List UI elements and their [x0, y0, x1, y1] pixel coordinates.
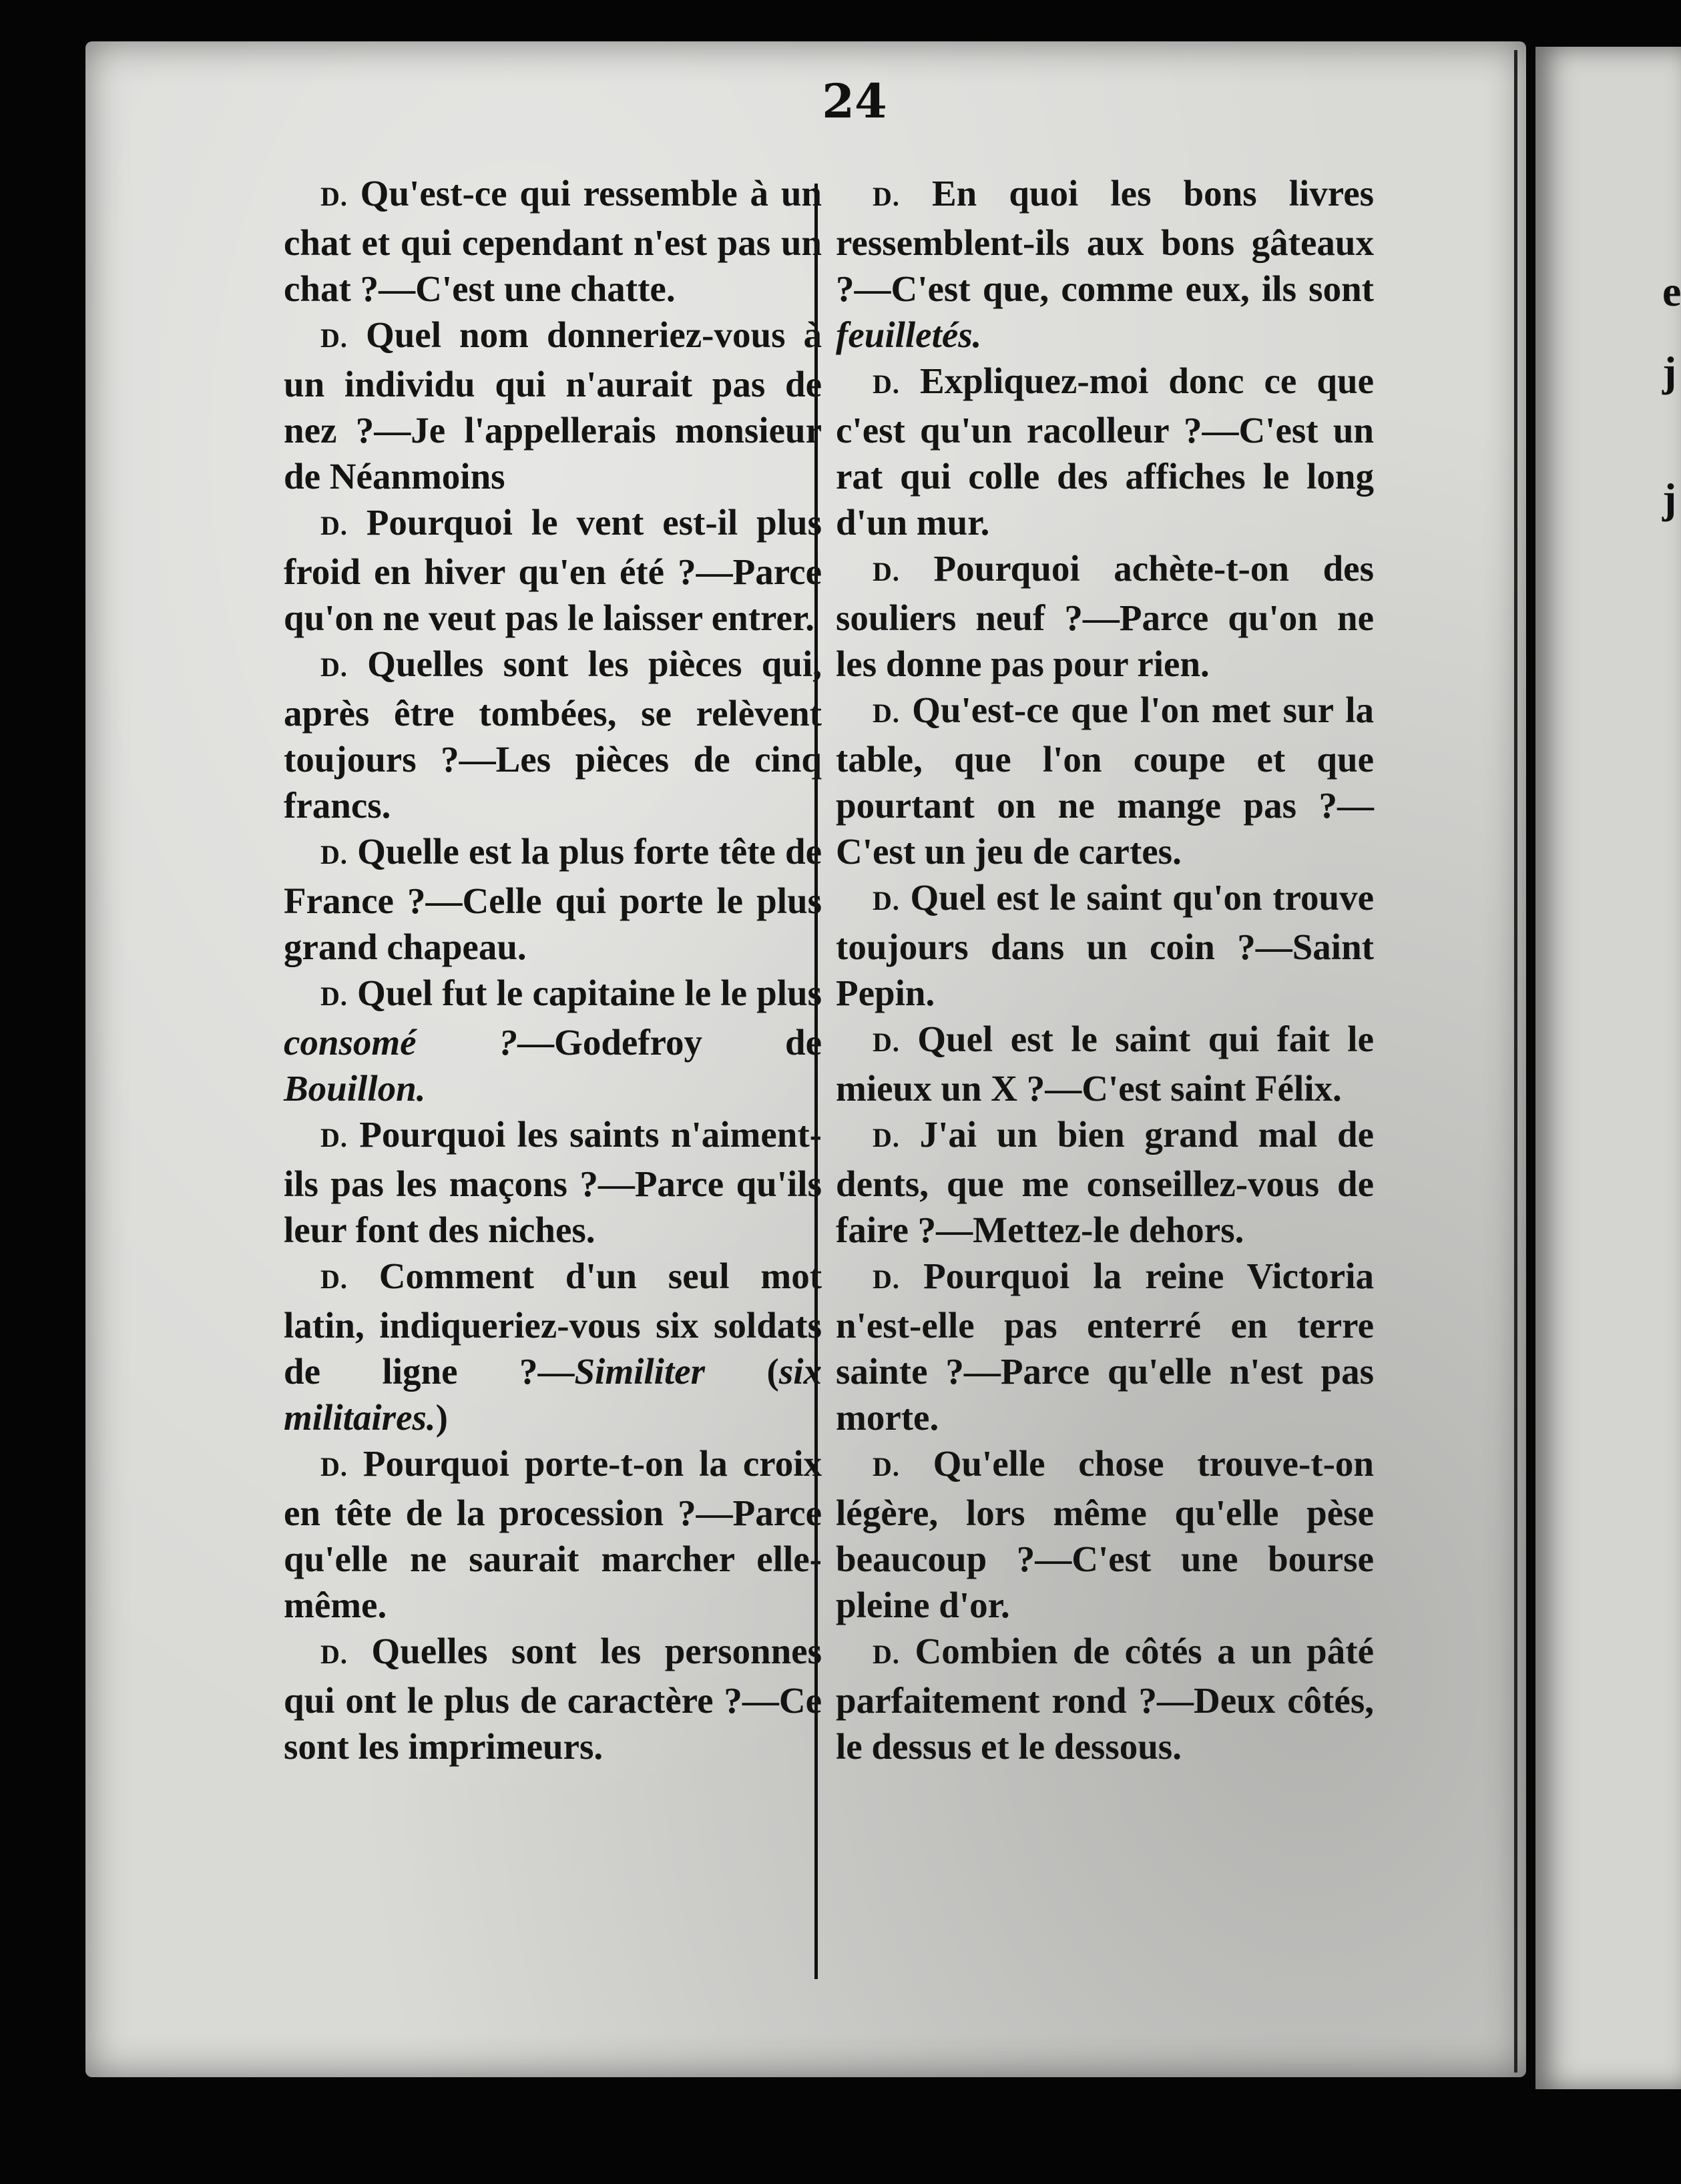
question-marker: D.	[873, 1452, 900, 1482]
italic-text: Bouillon.	[284, 1068, 426, 1109]
question-marker: D.	[320, 840, 348, 870]
riddle-entry	[284, 828, 822, 970]
entry-text: Qu'est-ce qui ressemble à un chat et qui cependant n'est pas un chat ?—C'est une chatte.	[284, 173, 822, 309]
entry-text: Pourquoi la reine Victoria n'est-elle pas enterré en terre sainte ?—Parce qu'elle n'est pas morte.	[836, 1256, 1375, 1438]
italic-text: consomé ?	[284, 1022, 518, 1063]
entry-text: (	[705, 1351, 779, 1392]
italic-text: feuilletés.	[836, 314, 982, 355]
entry-text: Pourquoi achète-t-on des souliers neuf ?—Parce qu'on ne les donne pas pour rien.	[836, 548, 1374, 684]
riddle-entry	[836, 1628, 1374, 1769]
riddle-entry	[836, 545, 1374, 687]
entry-text: —Godefroy de	[517, 1022, 822, 1063]
riddle-entry	[836, 1440, 1374, 1628]
entry-text: Quel nom donneriez-vous à un individu qui n'aurait pas de nez ?—Je l'appellerais monsieur de Néanmoins	[284, 314, 822, 497]
question-marker: D.	[320, 323, 348, 353]
riddle-entry	[284, 312, 822, 499]
entry-text: Quel est le saint qui fait le mieux un X ?—C'est saint Félix.	[836, 1019, 1374, 1109]
question-marker: D.	[873, 557, 900, 587]
question-marker: D.	[873, 1027, 900, 1057]
riddle-entry	[284, 641, 822, 828]
facing-page-strip	[1535, 47, 1681, 2089]
entry-text: Pourquoi porte-t-on la croix en tête de la procession ?—Parce qu'elle ne saurait marcher elle-même.	[284, 1443, 822, 1625]
riddle-entry	[284, 170, 822, 312]
facing-page-fragment: j	[1662, 475, 1677, 522]
question-marker: D.	[873, 1639, 900, 1669]
left-column	[284, 170, 822, 1769]
entry-text: Qu'est-ce que l'on met sur la table, que l'on coupe et que pourtant on ne mange pas ?—C'est un jeu de cartes.	[836, 690, 1374, 872]
question-marker: D.	[320, 511, 348, 541]
italic-text: Similiter	[574, 1351, 706, 1392]
entry-text: Quelles sont les pièces qui, après être tombées, se relèvent toujours ?—Les pièces de cinq francs.	[284, 643, 822, 826]
entry-text: Pourquoi le vent est-il plus froid en hiver qu'en été ?—Parce qu'on ne veut pas le laisser entrer.	[284, 502, 822, 638]
riddle-entry	[284, 1628, 822, 1769]
entry-text: Comment d'un seul mot latin, indiqueriez-vous six soldats de ligne ?—	[284, 1256, 822, 1392]
riddle-entry	[836, 358, 1374, 545]
page-number: 24	[822, 73, 887, 129]
riddle-entry	[284, 970, 822, 1111]
facing-page-fragment: j	[1662, 348, 1677, 395]
entry-text: Qu'elle chose trouve-t-on légère, lors même qu'elle pèse beaucoup ?—C'est une bourse pleine d'or.	[836, 1443, 1375, 1625]
entry-text: Quel fut le capitaine le le plus	[357, 973, 822, 1013]
page-edge-shadow	[1514, 50, 1517, 2073]
question-marker: D.	[320, 1123, 348, 1153]
question-marker: D.	[873, 1264, 900, 1294]
riddle-entry	[284, 1253, 822, 1440]
entry-text: Quelles sont les personnes qui ont le plus de caractère ?—Ce sont les imprimeurs.	[284, 1631, 822, 1767]
riddle-entry	[836, 170, 1374, 358]
question-marker: D.	[873, 698, 900, 728]
question-marker: D.	[873, 1123, 900, 1153]
entry-text: )	[435, 1397, 448, 1438]
question-marker: D.	[320, 1264, 348, 1294]
riddle-entry	[836, 687, 1374, 874]
riddle-entry	[284, 499, 822, 641]
question-marker: D.	[320, 1639, 348, 1669]
entry-text: Combien de côtés a un pâté parfaitement rond ?—Deux côtés, le dessus et le dessous.	[836, 1631, 1374, 1767]
right-column	[836, 170, 1374, 1769]
entry-text: J'ai un bien grand mal de dents, que me conseillez-vous de faire ?—Mettez-le dehors.	[836, 1114, 1374, 1250]
entry-text: Quel est le saint qu'on trouve toujours dans un coin ?—Saint Pepin.	[836, 877, 1374, 1013]
question-marker: D.	[320, 1452, 348, 1482]
italic-text: six militaires.	[284, 1351, 822, 1438]
entry-text: Quelle est la plus forte tête de France ?—Celle qui porte le plus grand chapeau.	[284, 831, 822, 967]
riddle-entry	[836, 874, 1374, 1016]
riddle-entry	[836, 1253, 1374, 1440]
facing-page-fragment: e	[1662, 268, 1681, 315]
riddle-entry	[284, 1440, 822, 1628]
question-marker: D.	[320, 981, 348, 1011]
question-marker: D.	[873, 369, 900, 399]
riddle-entry	[836, 1111, 1374, 1253]
question-marker: D.	[320, 182, 348, 212]
question-marker: D.	[873, 886, 900, 916]
question-marker: D.	[320, 652, 348, 682]
question-marker: D.	[873, 182, 900, 212]
entry-text: Pourquoi les saints n'aiment-ils pas les maçons ?—Parce qu'ils leur font des niches.	[284, 1114, 822, 1250]
entry-text: En quoi les bons livres ressemblent-ils aux bons gâteaux ?—C'est que, comme eux, ils sont	[836, 173, 1375, 309]
riddle-entry	[836, 1016, 1374, 1111]
riddle-entry	[284, 1111, 822, 1253]
entry-text: Expliquez-moi donc ce que c'est qu'un racolleur ?—C'est un rat qui colle des affiches le long d'un mur.	[836, 360, 1374, 543]
